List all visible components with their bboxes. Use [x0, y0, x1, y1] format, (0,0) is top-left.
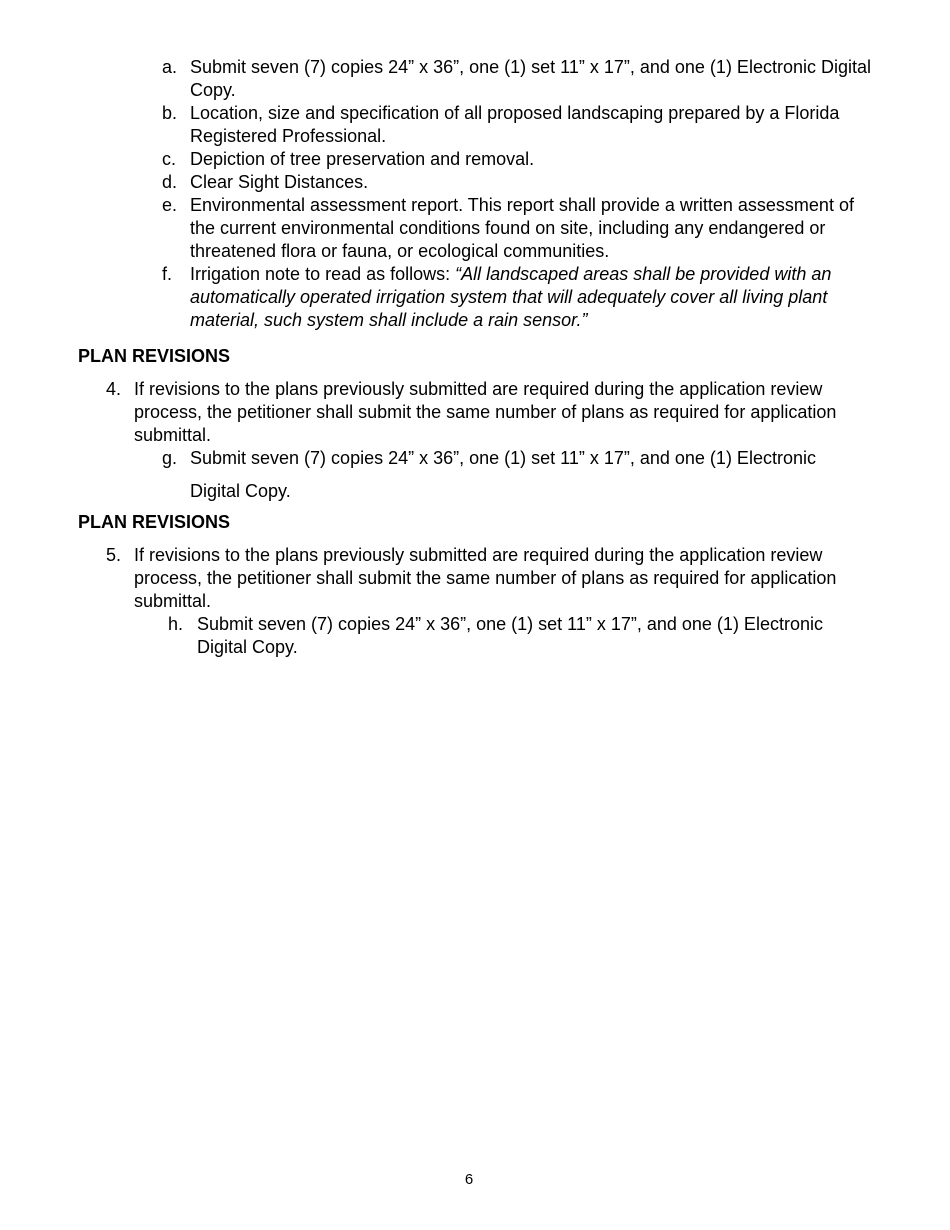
- list-marker: h.: [168, 614, 184, 634]
- list-item-lead: Irrigation note to read as follows:: [190, 264, 456, 284]
- list-marker: g.: [162, 448, 178, 468]
- list-item-text: Submit seven (7) copies 24” x 36”, one (1) set 11” x 17”, and one (1) Electronic Digital Copy.: [190, 57, 871, 100]
- section-heading: PLAN REVISIONS: [78, 512, 231, 532]
- numbered-item-5: [106, 544, 876, 613]
- list-marker: f.: [162, 264, 173, 284]
- section-heading: PLAN REVISIONS: [78, 346, 231, 366]
- list-item-text: If revisions to the plans previously submitted are required during the application review process, the petitioner shall submit the same number of plans as required for application submittal.: [134, 379, 837, 445]
- list-item-a: [162, 56, 872, 102]
- page-number: 6: [464, 1171, 474, 1188]
- list-marker: 4.: [106, 379, 122, 399]
- list-item-d: [162, 171, 872, 194]
- list-item-f: [162, 263, 872, 332]
- list-marker: b.: [162, 103, 178, 123]
- list-item-line: Digital Copy.: [190, 481, 291, 501]
- list-marker: e.: [162, 195, 178, 215]
- irrigation-quote: “All landscaped areas shall be provided with an automatically operated irrigation system that will adequately cover all living plant material, such system shall include a rain sensor.”: [190, 264, 832, 330]
- list-item-g: [162, 447, 872, 503]
- list-item-text: [190, 263, 872, 332]
- list-item-text: Environmental assessment report. This report shall provide a written assessment of the current environmental conditions found on site, including any endangered or threatened flora or fauna, or ecological communities.: [190, 195, 854, 261]
- list-item-text: [190, 447, 872, 503]
- list-item-text: Depiction of tree preservation and removal.: [190, 149, 535, 169]
- list-marker: 5.: [106, 545, 122, 565]
- list-item-text: Location, size and specification of all proposed landscaping prepared by a Florida Registered Professional.: [190, 103, 840, 146]
- list-item-e: [162, 194, 872, 263]
- list-item-h: [168, 613, 868, 659]
- list-item-text: If revisions to the plans previously submitted are required during the application review process, the petitioner shall submit the same number of plans as required for application submittal.: [134, 545, 837, 611]
- list-item-text: Clear Sight Distances.: [190, 172, 369, 192]
- list-item-line: Submit seven (7) copies 24” x 36”, one (1) set 11” x 17”, and one (1) Electronic: [190, 448, 816, 468]
- list-marker: a.: [162, 57, 178, 77]
- numbered-item-4: [106, 378, 876, 447]
- list-item-c: [162, 148, 872, 171]
- list-item-text: Submit seven (7) copies 24” x 36”, one (1) set 11” x 17”, and one (1) Electronic Digital Copy.: [197, 614, 823, 657]
- list-marker: c.: [162, 149, 177, 169]
- list-marker: d.: [162, 172, 178, 192]
- list-item-b: [162, 102, 872, 148]
